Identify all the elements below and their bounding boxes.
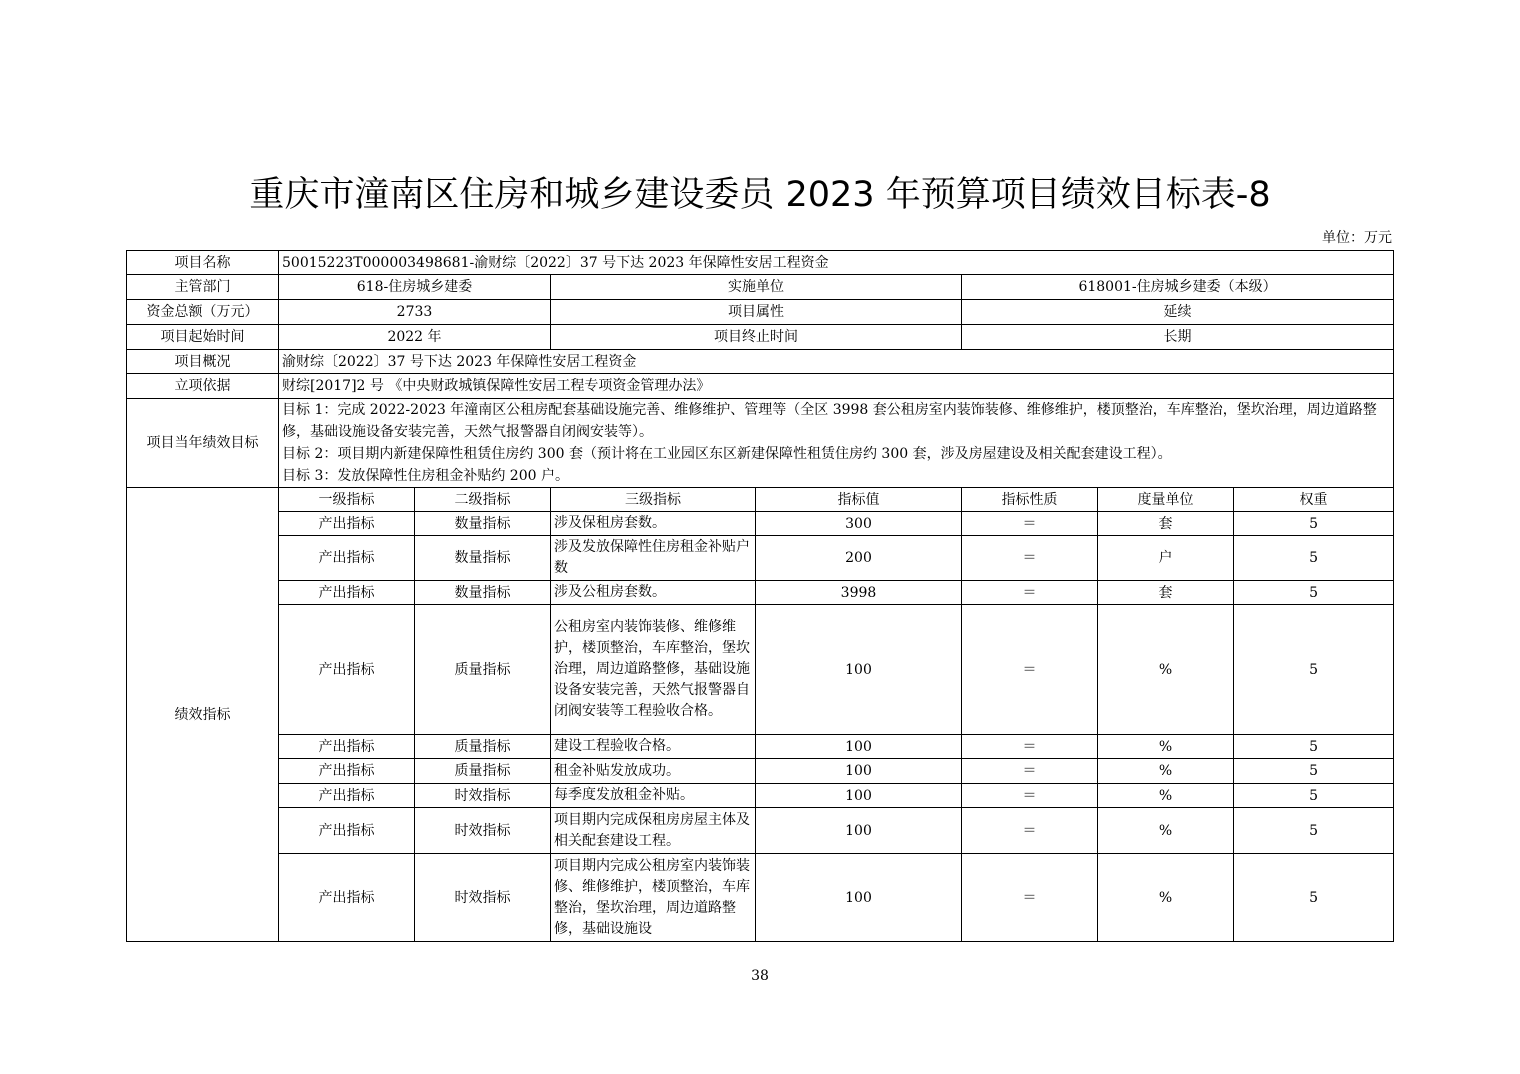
level1-cell: 产出指标	[279, 854, 415, 942]
value-cell: 200	[756, 536, 962, 581]
table-row	[127, 784, 1394, 808]
table-row	[127, 735, 1394, 759]
table-row	[127, 605, 1394, 735]
value-cell: 100	[756, 605, 962, 735]
unit-cell: %	[1098, 735, 1234, 759]
dept-label: 主管部门	[127, 275, 279, 300]
basis-label: 立项依据	[127, 374, 279, 399]
nature-cell: ＝	[962, 784, 1098, 808]
project-name-value: 50015223T000003498681-渝财综〔2022〕37 号下达 2023 年保障性安居工程资金	[279, 251, 1394, 275]
value-cell: 100	[756, 759, 962, 784]
level1-cell: 产出指标	[279, 808, 415, 854]
weight-cell: 5	[1234, 605, 1394, 735]
goal-item: 目标 3：发放保障性住房租金补贴约 200 户。	[282, 468, 569, 484]
level3-cell: 公租房室内装饰装修、维修维护，楼顶整治，车库整治，堡坎治理，周边道路整修，基础设施设备安装完善，天然气报警器自闭阀安装等工程验收合格。	[551, 605, 756, 735]
unit-cell: %	[1098, 808, 1234, 854]
indicator-header-row	[127, 488, 1394, 512]
unit-cell: %	[1098, 784, 1234, 808]
level3-cell: 涉及发放保障性住房租金补贴户数	[551, 536, 756, 581]
level1-cell: 产出指标	[279, 581, 415, 605]
level3-cell: 租金补贴发放成功。	[551, 759, 756, 784]
row-overview	[127, 350, 1394, 374]
fund-label: 资金总额（万元）	[127, 300, 279, 325]
start-value: 2022 年	[279, 325, 551, 350]
overview-value: 渝财综〔2022〕37 号下达 2023 年保障性安居工程资金	[279, 350, 1394, 374]
weight-cell: 5	[1234, 536, 1394, 581]
nature-cell: ＝	[962, 759, 1098, 784]
value-cell: 100	[756, 784, 962, 808]
level3-cell: 涉及公租房套数。	[551, 581, 756, 605]
level3-cell: 项目期内完成保租房房屋主体及相关配套建设工程。	[551, 808, 756, 854]
nature-cell: ＝	[962, 581, 1098, 605]
impl-value: 618001-住房城乡建委（本级）	[962, 275, 1394, 300]
unit-cell: 户	[1098, 536, 1234, 581]
header-cell: 三级指标	[551, 488, 756, 512]
row-dept	[127, 275, 1394, 300]
level1-cell: 产出指标	[279, 784, 415, 808]
level2-cell: 数量指标	[415, 581, 551, 605]
level2-cell: 时效指标	[415, 784, 551, 808]
nature-cell: ＝	[962, 808, 1098, 854]
row-basis	[127, 374, 1394, 399]
level2-cell: 时效指标	[415, 854, 551, 942]
level1-cell: 产出指标	[279, 759, 415, 784]
level2-cell: 质量指标	[415, 605, 551, 735]
weight-cell: 5	[1234, 759, 1394, 784]
level2-cell: 数量指标	[415, 512, 551, 536]
weight-cell: 5	[1234, 784, 1394, 808]
attr-label: 项目属性	[551, 300, 962, 325]
header-cell: 指标性质	[962, 488, 1098, 512]
weight-cell: 5	[1234, 854, 1394, 942]
header-cell: 一级指标	[279, 488, 415, 512]
value-cell: 100	[756, 808, 962, 854]
attr-value: 延续	[962, 300, 1394, 325]
level3-cell: 涉及保租房套数。	[551, 512, 756, 536]
level1-cell: 产出指标	[279, 735, 415, 759]
header-cell: 指标值	[756, 488, 962, 512]
unit-cell: 套	[1098, 581, 1234, 605]
row-time	[127, 325, 1394, 350]
row-project-name	[127, 251, 1394, 275]
goal-item: 目标 2：项目期内新建保障性租赁住房约 300 套（预计将在工业园区东区新建保障性租赁住房约 300 套，涉及房屋建设及相关配套建设工程）。	[282, 446, 1172, 462]
row-goals	[127, 399, 1394, 488]
nature-cell: ＝	[962, 536, 1098, 581]
header-cell: 权重	[1234, 488, 1394, 512]
indicator-section-label: 绩效指标	[127, 488, 279, 942]
value-cell: 300	[756, 512, 962, 536]
level3-cell: 建设工程验收合格。	[551, 735, 756, 759]
level2-cell: 质量指标	[415, 759, 551, 784]
weight-cell: 5	[1234, 581, 1394, 605]
goal-label: 项目当年绩效目标	[127, 399, 279, 488]
header-cell: 度量单位	[1098, 488, 1234, 512]
weight-cell: 5	[1234, 735, 1394, 759]
table-row	[127, 512, 1394, 536]
unit-cell: 套	[1098, 512, 1234, 536]
page-title: 重庆市潼南区住房和城乡建设委员 2023 年预算项目绩效目标表-8	[249, 175, 1271, 215]
weight-cell: 5	[1234, 512, 1394, 536]
unit-cell: %	[1098, 759, 1234, 784]
goal-list	[279, 399, 1394, 488]
table-row	[127, 581, 1394, 605]
table-row	[127, 854, 1394, 942]
nature-cell: ＝	[962, 854, 1098, 942]
table-row	[127, 536, 1394, 581]
fund-value: 2733	[279, 300, 551, 325]
header-cell: 二级指标	[415, 488, 551, 512]
level2-cell: 质量指标	[415, 735, 551, 759]
level3-cell: 项目期内完成公租房室内装饰装修、维修维护，楼顶整治，车库整治，堡坎治理，周边道路整修，基础设施设	[551, 854, 756, 942]
level1-cell: 产出指标	[279, 605, 415, 735]
nature-cell: ＝	[962, 735, 1098, 759]
level3-cell: 每季度发放租金补贴。	[551, 784, 756, 808]
impl-label: 实施单位	[551, 275, 962, 300]
level1-cell: 产出指标	[279, 536, 415, 581]
value-cell: 3998	[756, 581, 962, 605]
goal-item: 目标 1：完成 2022-2023 年潼南区公租房配套基础设施完善、维修维护、管理等（全区 3998 套公租房室内装饰装修、维修维护，楼顶整治，车库整治，堡坎治理，周边道路整修，基础设施设备安装完善，天然气报警器自闭阀安装等）。	[282, 402, 1377, 440]
row-fund	[127, 300, 1394, 325]
page-number: 38	[751, 968, 769, 984]
dept-value: 618-住房城乡建委	[279, 275, 551, 300]
nature-cell: ＝	[962, 512, 1098, 536]
level1-cell: 产出指标	[279, 512, 415, 536]
table-row	[127, 759, 1394, 784]
level2-cell: 时效指标	[415, 808, 551, 854]
nature-cell: ＝	[962, 605, 1098, 735]
table-row	[127, 808, 1394, 854]
unit-cell: %	[1098, 605, 1234, 735]
end-value: 长期	[962, 325, 1394, 350]
project-name-label: 项目名称	[127, 251, 279, 275]
value-cell: 100	[756, 854, 962, 942]
unit-cell: %	[1098, 854, 1234, 942]
end-label: 项目终止时间	[551, 325, 962, 350]
performance-table	[126, 250, 1394, 942]
weight-cell: 5	[1234, 808, 1394, 854]
overview-label: 项目概况	[127, 350, 279, 374]
value-cell: 100	[756, 735, 962, 759]
unit-label: 单位：万元	[1322, 230, 1392, 246]
level2-cell: 数量指标	[415, 536, 551, 581]
start-label: 项目起始时间	[127, 325, 279, 350]
basis-value: 财综[2017]2 号 《中央财政城镇保障性安居工程专项资金管理办法》	[279, 374, 1394, 399]
